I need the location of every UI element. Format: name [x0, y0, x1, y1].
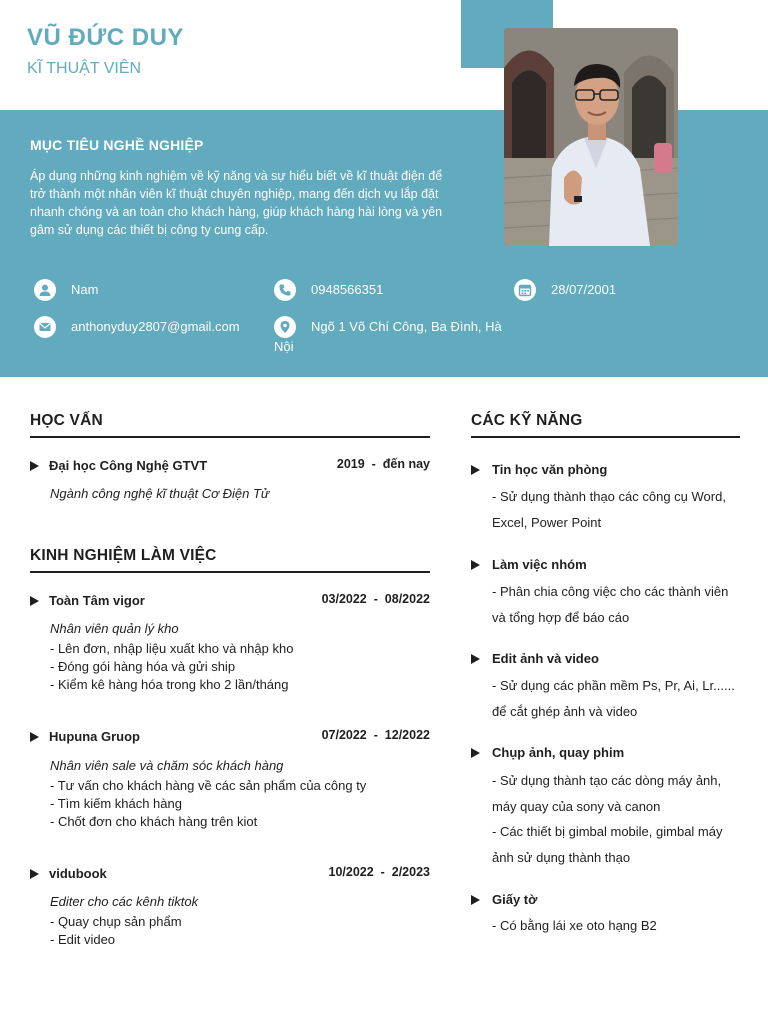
- experience-role: Editer cho các kênh tiktok: [50, 894, 199, 909]
- education-divider: [30, 436, 430, 438]
- experience-duty: - Edit video: [50, 932, 116, 947]
- experience-company: vidubook: [49, 866, 107, 881]
- skills-heading: CÁC KỸ NĂNG: [471, 412, 583, 429]
- experience-duties: [50, 913, 182, 949]
- bullet-triangle-icon: [30, 596, 39, 606]
- education-item: [30, 458, 207, 473]
- contact-email-text: anthonyduy2807@gmail.com: [71, 319, 240, 334]
- contact-gender: [34, 281, 98, 301]
- skill-name: Tin học văn phòng: [492, 462, 608, 477]
- skill-item: [471, 651, 599, 666]
- bullet-triangle-icon: [471, 465, 480, 475]
- bullet-triangle-icon: [471, 895, 480, 905]
- skills-divider: [471, 436, 740, 438]
- skill-name: Edit ảnh và video: [492, 651, 599, 666]
- experience-duty: - Đóng gói hàng hóa và gửi ship: [50, 659, 236, 674]
- profile-photo-image: [504, 28, 678, 246]
- experience-item: [30, 866, 107, 881]
- experience-duty: - Chốt đơn cho khách hàng trên kiot: [50, 814, 258, 829]
- contact-address-text: Ngõ 1 Võ Chí Công, Ba Đình, Hà Nội: [274, 319, 502, 354]
- experience-duty: - Kiểm kê hàng hóa trong kho 2 lần/tháng: [50, 677, 289, 692]
- bullet-triangle-icon: [471, 654, 480, 664]
- skill-item: [471, 745, 624, 760]
- experience-duty: - Tìm kiếm khách hàng: [50, 796, 182, 811]
- candidate-name: VŨ ĐỨC DUY: [27, 24, 184, 51]
- objective-text: Áp dụng những kinh nghiệm về kỹ năng và sự hiểu biết về kĩ thuật điện để trở thành một nhân viên kĩ thuật chuyên nghiệp, mang đến dịch vụ lắp đặt nhanh chóng và an toàn cho khách hàng, giúp khách hàng hài lòng và yên gâm sử dụng các thiết bị công ty cung cấp.: [30, 169, 443, 237]
- experience-item: [30, 593, 145, 608]
- experience-date: 07/2022 - 12/2022: [321, 728, 430, 742]
- experience-role: Nhân viên quản lý kho: [50, 621, 179, 636]
- experience-date: 03/2022 - 08/2022: [321, 592, 430, 606]
- skill-name: Làm việc nhóm: [492, 557, 587, 572]
- contact-address: [274, 318, 514, 356]
- contact-birthday-text: 28/07/2001: [551, 282, 617, 297]
- experience-heading: KINH NGHIỆM LÀM VIỆC: [30, 547, 217, 564]
- bullet-triangle-icon: [30, 461, 39, 471]
- objective-heading: MỤC TIÊU NGHỀ NGHIỆP: [30, 137, 204, 153]
- education-major: Ngành công nghệ kĩ thuật Cơ Điện Tử: [50, 486, 270, 501]
- skill-item: [471, 892, 537, 907]
- contact-gender-text: Nam: [71, 282, 99, 297]
- experience-company: Toàn Tâm vigor: [49, 593, 145, 608]
- experience-duties: [50, 777, 366, 831]
- bullet-triangle-icon: [30, 732, 39, 742]
- education-heading: HỌC VẤN: [30, 412, 103, 429]
- user-icon: [34, 279, 56, 301]
- skill-description: - Có bằng lái xe oto hạng B2: [492, 918, 657, 933]
- candidate-job-title: KĨ THUẬT VIÊN: [27, 60, 142, 77]
- experience-item: [30, 729, 140, 744]
- contact-phone: [274, 281, 383, 301]
- envelope-icon: [34, 316, 56, 338]
- experience-divider: [30, 571, 430, 573]
- experience-duty: - Tư vấn cho khách hàng về các sản phẩm của công ty: [50, 778, 367, 793]
- skill-description: - Sử dụng các phần mềm Ps, Pr, Ai, Lr...... để cắt ghép ảnh và video: [492, 678, 735, 719]
- experience-duty: - Lên đơn, nhập liệu xuất kho và nhập kho: [50, 641, 294, 656]
- bullet-triangle-icon: [30, 869, 39, 879]
- bullet-triangle-icon: [471, 560, 480, 570]
- skill-description: - Các thiết bị gimbal mobile, gimbal máy ảnh sử dụng thành thạo: [492, 824, 723, 865]
- education-school: Đại học Công Nghệ GTVT: [49, 458, 208, 473]
- skill-item: [471, 462, 607, 477]
- education-date: 2019 - đến nay: [336, 457, 430, 471]
- contact-email: [34, 318, 240, 338]
- calendar-icon: [514, 279, 536, 301]
- experience-duties: [50, 640, 293, 694]
- experience-date: 10/2022 - 2/2023: [328, 865, 430, 879]
- experience-company: Hupuna Gruop: [49, 729, 140, 744]
- profile-photo: [504, 28, 678, 246]
- skill-name: Giấy tờ: [492, 892, 538, 907]
- skill-description: - Sử dụng thành tạo các dòng máy ảnh, máy quay của sony và canon: [492, 773, 722, 814]
- skill-name: Chụp ảnh, quay phim: [492, 745, 625, 760]
- skill-description: - Sử dụng thành thạo các công cụ Word, Excel, Power Point: [492, 489, 726, 530]
- phone-icon: [274, 279, 296, 301]
- location-pin-icon: [274, 316, 296, 338]
- experience-role: Nhân viên sale và chăm sóc khách hàng: [50, 758, 284, 773]
- skill-item: [471, 557, 587, 572]
- experience-duty: - Quay chụp sản phẩm: [50, 914, 182, 929]
- skill-description: - Phân chia công việc cho các thành viên và tổng hợp để báo cáo: [492, 584, 729, 625]
- contact-phone-text: 0948566351: [311, 282, 384, 297]
- contact-birthday: [514, 281, 616, 301]
- bullet-triangle-icon: [471, 748, 480, 758]
